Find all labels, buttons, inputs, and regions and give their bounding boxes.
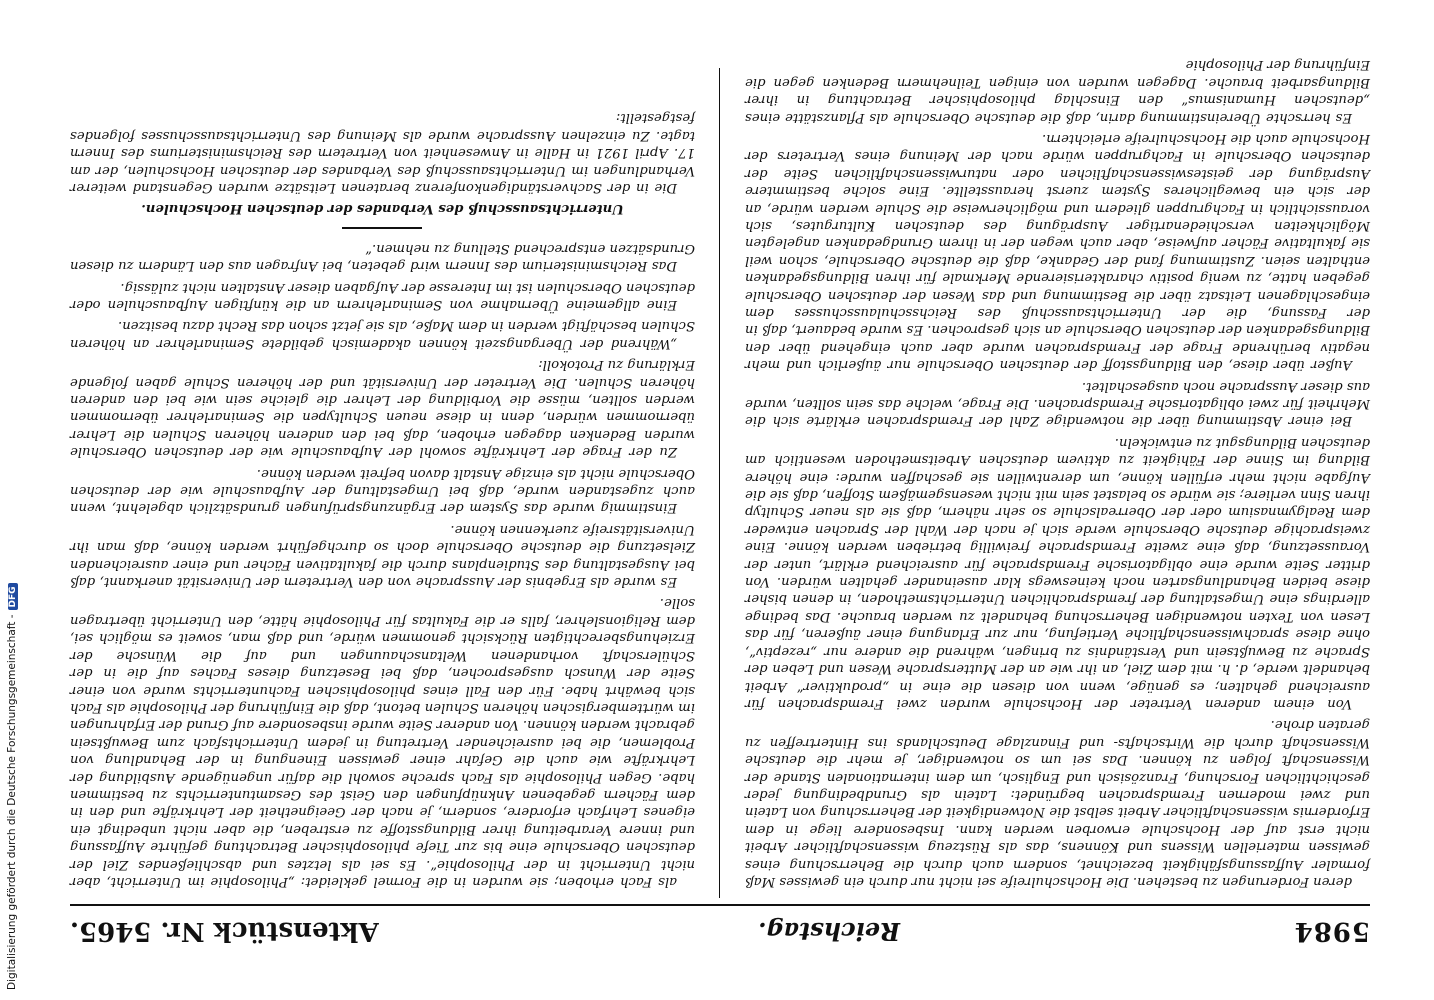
paragraph: deren Forderungen zu bestehen. Die Hochschulreife sei nicht nur durch ein gewisses Maß formaler Auffassungsfähigkeit bezeichnet, sondern auch durch die Beherrschung eines gewissen materiellen Wissens und Könnens, das als Rüstzeug wissenschaftlicher Arbeit nicht erst auf der Hochschule erworben werden kann. Insbesondere liege in dem Erfordernis wissenschaftlicher Arbeit selbst die Notwendigkeit der Beherrschung von Latein und zwei modernen Fremdsprachen begründet: Latein als Grundbedingung jeder geschichtlichen Forschung, Französisch und Englisch, um dem internationalen Stande der Wissenschaft folgen zu können. Das sei um so notwendiger, je mehr die deutsche Wissenschaft durch die Wirtschafts- und Finanzlage Deutschlands ins Hintertreffen zu geraten drohe.: [745, 717, 1370, 889]
digitization-credit: [6, 0, 20, 990]
quote-paragraph: Eine allgemeine Übernahme von Seminarlehrern an die künftigen Aufbauschulen oder deutschen Oberschulen ist im Interesse der Aufgaben dieser Anstalten nicht zulässig.: [70, 279, 695, 312]
right-column: [70, 70, 695, 890]
paragraph: Es wurde als Ergebnis der Aussprache von den Vertretern der Universität anerkannt, daß bei Ausgestaltung des Studienplans durch die fakultativen Fächer und einer ausreichenden Zielsetzung die deutsche Oberschule doch so durchgeführt werden könne, daß man ihr Universitätsreife zuerkennen könne.: [70, 521, 695, 590]
quote-paragraph: Das Reichsministerium des Innern wird gebeten, bei Anfragen aus den Ländern zu diesen Grundsätzen entsprechend Stellung zu nehmen.“: [70, 240, 695, 274]
paragraph: Einstimmig wurde das System der Ergänzungsprüfungen grundsätzlich abgelehnt, wenn auch zugestanden wurde, daß bei Umgestaltung der Aufbauschule wie der deutschen Oberschule nicht als einzige Anstalt davon befreit werden könne.: [70, 465, 695, 516]
quote-paragraph: „Während der Übergangszeit können akademisch gebildete Seminarlehrer an höheren Schulen beschäftigt werden in dem Maße, als sie jetzt schon das Recht dazu besitzen.: [70, 318, 695, 351]
paragraph: Es herrschte Übereinstimmung darin, daß die deutsche Oberschule als Pflanzstätte eines „deutschen Humanismus“ den Einschlag philosophischer Betrachtung in ihrer Bildungsarbeit brauche. Dagegen wurden von einigen Teilnehmern Bedenken gegen die Einführung der Philosophie: [745, 57, 1370, 125]
paragraph: Zu der Frage der Lehrkräfte sowohl der Aufbauschule wie der deutschen Oberschule wurden Bedenken dagegen erhoben, daß bei den anderen höheren Schulen die Lehrer übernommen würden, denn in diese neuen Schultypen die Seminarlehrer übernommen werden sollten, müsse die Vorbildung der Lehrer die gleiche sein wie bei den anderen höheren Schulen. Die Vertreter der Universität und der höheren Schule gaben folgende Erklärung zu Protokoll:: [70, 357, 695, 460]
paragraph: Bei einer Abstimmung über die notwendige Zahl der Fremdsprachen erklärte sich die Mehrheit für zwei obligatorische Fremdsprachen. Die Frage, welche das sein sollten, wurde aus dieser Aussprache noch ausgeschaltet.: [745, 378, 1370, 429]
page-number: 5984: [1293, 916, 1370, 946]
running-title: Reichstag.: [758, 917, 900, 946]
document-page: [70, 57, 1370, 950]
left-column: [745, 57, 1370, 890]
paragraph: Die in der Sachverständigenkonferenz beratenen Leitsätze wurden Gegenstand weiterer Verhandlungen im Unterrichtsausschuß des Verbandes der deutschen Hochschulen, der am 17. April 1921 in Halle in Anwesenheit von Vertretern des Reichsministeriums des Innern tagte. Zu einzelnen Aussprache wurde als Meinung des Unterrichtsausschusses folgendes festgestellt:: [70, 110, 695, 195]
paragraph: Außer über diese, den Bildungsstoff der deutschen Oberschule nur äußerlich und mehr negativ berührende Frage der Fremdsprachen wurde aber auch eingehend über den Bildungsgedanken der deutschen Oberschule an sich gesprochen. Es wurde bedauert, daß in der Fassung, die der Unterrichtsausschuß des Reichsschulausschusses dem eingeschlagenen Leitsatz über die Bestimmung und das Wesen der deutschen Oberschule gegeben hatte, zu wenig positiv charakterisierende Merkmale für ihren Bildungsgedanken enthalten seien. Zustimmung fand der Gedanke, daß die deutsche Oberschule, schon weil sie fakultative Fächer aufweise, aber auch wegen der in ihrem Grundgedanken angelegten Möglichkeiten verschiedenartiger Ausprägung des deutschen Kulturgutes, sich voraussichtlich in Fachgruppen gliedern und möglicherweise die Schule werden würde, an der sich ein beweglicheres System zuerst herausstellte. Eine solche bestimmtere Ausprägung der geisteswissenschaftlichen oder naturwissenschaftlichen Seite der deutschen Oberschule in Fachgruppen würde nach der Meinung eines Vertreters der Hochschule auch die Hochschulreife erleichtern.: [745, 130, 1370, 373]
dfg-logo: DFG: [8, 583, 18, 610]
section-heading: Unterrichtsausschuß des Verbandes der deutschen Hochschulen.: [141, 201, 624, 217]
section-divider: [343, 227, 423, 229]
document-number: Aktenstück Nr. 5465.: [70, 916, 379, 946]
paragraph: Von einem anderen Vertreter der Hochschule wurden zwei Fremdsprachen für ausreichend gehalten; es genüge, wenn von diesen die eine in „produktiver“ Arbeit behandelt werde, d. h. mit dem Ziel, an ihr wie an der Muttersprache Wesen und Leben der Sprache zu Bewußtsein und Verständnis zu bringen, während die andere nur „rezeptiv“, ohne diese sprachwissenschaftliche Vertiefung, nur zur Erlangung einer äußeren, für das Lesen von Texten notwendigen Beherrschung behandelt zu werden brauche. Das bedinge allerdings eine Umgestaltung der fremdsprachlichen Unterrichtsmethoden, in denen bisher diese beiden Behandlungsarten noch keineswegs klar auseinander gehalten würden. Von dritter Seite wurde eine obligatorische Fremdsprache für ausreichend erklärt, unter der Voraussetzung, daß eine zweite Fremdsprache freiwillig betrieben werden könne. Eine zweisprachige deutsche Oberschule werde sich je nach der Wahl der Sprachen entweder dem Realgymnasium oder der Oberrealschule so sehr nähern, daß sie als neuer Schultyp ihren Sinn verliere; sie würde so belastet sein mit nicht wesensgemäßem Stoffen, daß sie die Aufgabe nicht mehr erfüllen könne, um derentwillen sie geschaffen wurde: eine höhere Bildung im Sinne der Fähigkeit zu aktivem deutschen Arbeitsmethoden wesentlich am deutschen Bildungsgut zu entwickeln.: [745, 434, 1370, 711]
column-divider: [719, 68, 720, 898]
page-header: [70, 904, 1370, 950]
credit-text: Digitalisierung gefördert durch die Deutsche Forschungsgemeinschaft -: [6, 614, 18, 990]
paragraph: als Fach erhoben; sie wurden in die Formel gekleidet: „Philosophie im Unterricht, aber nicht Unterricht in der Philosophie“. Es sei als letztes und abschließendes Ziel der deutschen Oberschule eine bis zur Tiefe philosophischer Betrachtung geführte Auffassung und innere Verarbeitung ihrer Bildungsstoffe zu erstreben, die aber nicht unbedingt ein eigenes Lehrfach erfordere, sondern, je nach der Geeignetheit der Lehrkräfte und den in dem Fächern gegebenen Anknüpfungen den Geist des Gesamtunterrichts zu bestimmen habe. Gegen Philosophie als Fach spreche sowohl die dafür ungenügende Ausbildung der Lehrkräfte wie auch die Gefahr einer gewissen Einengung in der Behandlung von Problemen, die bei ausreichender Vertretung in jedem Unterrichtsfach zum Bewußtsein gebracht werden können. Von anderer Seite wurde insbesondere auf Grund der Erfahrungen im württembergischen höheren Schulen betont, daß die Einführung der Philosophie als Fach sich bewährt habe. Für den Fall eines philosophischen Fachunterrichts wurde von einer Seite der Wunsch ausgesprochen, daß bei Besetzung dieses Faches auf die in der Schülerschaft vorhandenen Weltanschauungen und auf die Wünsche der Erziehungsberechtigten Rücksicht genommen würde, und daß man, soweit es möglich sei, dem Religionslehrer, falls er die Fakultas für Philosophie hätte, den Unterricht übertragen solle.: [70, 595, 695, 889]
